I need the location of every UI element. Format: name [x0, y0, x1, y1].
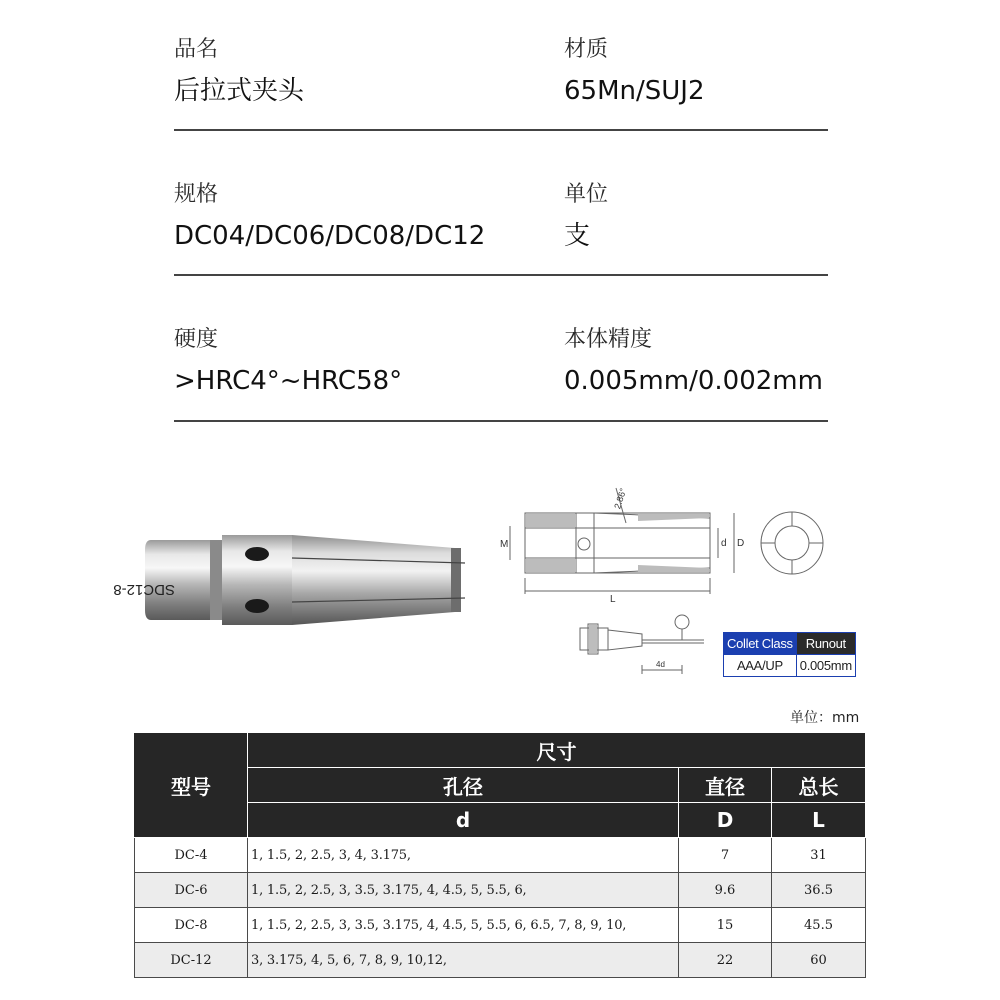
spec-label: 本体精度 — [564, 327, 653, 352]
holes-cell: 1, 1.5, 2, 2.5, 3, 4, 3.175, — [248, 838, 679, 873]
length-cell: 45.5 — [772, 908, 866, 943]
spec-material — [564, 36, 705, 108]
divider — [174, 274, 828, 276]
model-cell: DC-6 — [135, 873, 248, 908]
diameter-cell: 9.6 — [679, 873, 772, 908]
angle-label: 2.86° — [612, 486, 629, 511]
spec-value: >HRC4°~HRC58° — [174, 366, 403, 396]
collet-photo — [113, 520, 480, 640]
spec-body-precision — [564, 326, 823, 398]
spec-unit — [564, 181, 608, 253]
model-header: 型号 — [135, 733, 248, 838]
model-cell: DC-8 — [135, 908, 248, 943]
dimension-label-d-large: D — [737, 538, 745, 549]
spec-value: 后拉式夹头 — [174, 76, 305, 106]
diameter-cell: 7 — [679, 838, 772, 873]
length-cell: 31 — [772, 838, 866, 873]
spec-value: 0.005mm/0.002mm — [564, 366, 823, 396]
divider — [174, 129, 828, 131]
table-row — [135, 908, 866, 943]
divider — [174, 420, 828, 422]
holes-cell: 3, 3.175, 4, 5, 6, 7, 8, 9, 10,12, — [248, 943, 679, 978]
hole-header: 孔径 — [248, 768, 679, 803]
spec-value: DC04/DC06/DC08/DC12 — [174, 221, 486, 251]
table-row — [135, 838, 866, 873]
runout-value: 0.005mm — [796, 655, 855, 677]
runout-measurement-diagram — [572, 610, 722, 682]
holes-cell: 1, 1.5, 2, 2.5, 3, 3.5, 3.175, 4, 4.5, 5, 5.5, 6, 6.5, 7, 8, 9, 10, — [248, 908, 679, 943]
spec-label: 规格 — [174, 182, 219, 207]
length-cell: 60 — [772, 943, 866, 978]
spec-label: 硬度 — [174, 327, 219, 352]
table-row — [135, 873, 866, 908]
length-header: 总长 — [772, 768, 866, 803]
diameter-symbol: D — [679, 803, 772, 838]
spec-value: 支 — [564, 221, 591, 251]
diameter-cell: 22 — [679, 943, 772, 978]
spec-specification — [174, 181, 485, 253]
collet-class-value: AAA/UP — [724, 655, 797, 677]
diameter-header: 直径 — [679, 768, 772, 803]
dimension-table — [134, 732, 866, 978]
runout-header: Runout — [796, 633, 855, 655]
model-cell: DC-12 — [135, 943, 248, 978]
spec-label: 材质 — [564, 37, 609, 62]
dimension-label-m: M — [500, 539, 509, 550]
runout-distance-label: 4d — [656, 660, 665, 669]
spec-product-name — [174, 36, 304, 108]
length-symbol: L — [772, 803, 866, 838]
dimension-label-l: L — [610, 594, 616, 605]
spec-label: 品名 — [174, 37, 219, 62]
dimension-label-d-small: d — [721, 538, 727, 549]
spec-value: 65Mn/SUJ2 — [564, 76, 705, 106]
size-header: 尺寸 — [248, 733, 866, 768]
diameter-cell: 15 — [679, 908, 772, 943]
table-row — [135, 943, 866, 978]
technical-drawing — [498, 478, 838, 606]
collet-class-table — [723, 632, 856, 677]
spec-hardness — [174, 326, 402, 398]
length-cell: 36.5 — [772, 873, 866, 908]
unit-note: 单位：mm — [790, 710, 860, 726]
spec-label: 单位 — [564, 182, 609, 207]
model-cell: DC-4 — [135, 838, 248, 873]
holes-cell: 1, 1.5, 2, 2.5, 3, 3.5, 3.175, 4, 4.5, 5, 5.5, 6, — [248, 873, 679, 908]
spec-section — [174, 36, 828, 426]
hole-symbol: d — [248, 803, 679, 838]
collet-engraving: SDC12-8 — [113, 581, 175, 598]
collet-class-header: Collet Class — [724, 633, 797, 655]
